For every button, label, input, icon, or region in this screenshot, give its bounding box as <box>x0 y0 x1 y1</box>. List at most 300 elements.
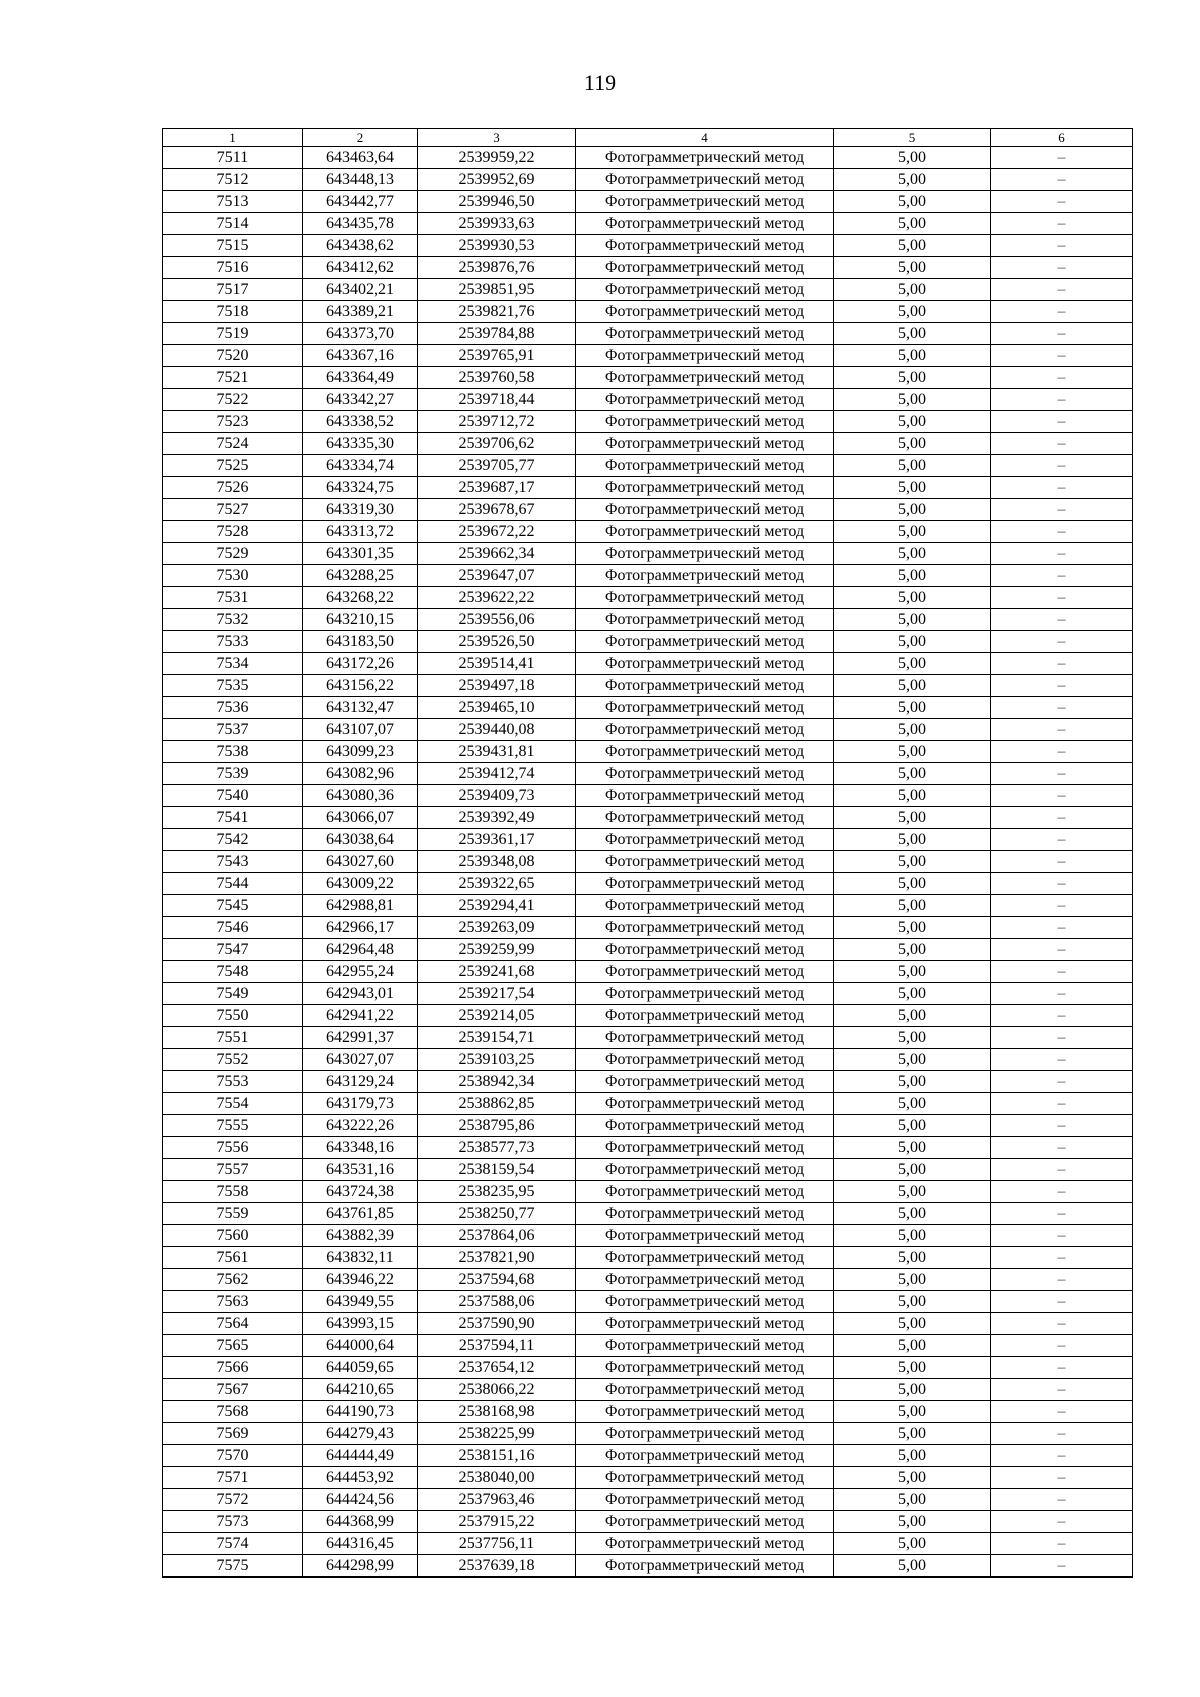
point-number-cell: 7534 <box>163 653 303 675</box>
point-number-cell: 7549 <box>163 983 303 1005</box>
point-number-cell: 7560 <box>163 1225 303 1247</box>
table-row <box>163 1093 1133 1115</box>
accuracy-cell: 5,00 <box>834 323 991 345</box>
x-coordinate-cell: 643027,07 <box>303 1049 418 1071</box>
page-number: 119 <box>583 70 617 95</box>
x-coordinate-cell: 643367,16 <box>303 345 418 367</box>
y-coordinate-cell: 2539687,17 <box>418 477 576 499</box>
point-number-cell: 7543 <box>163 851 303 873</box>
x-coordinate-cell: 643949,55 <box>303 1291 418 1313</box>
table-row <box>163 675 1133 697</box>
x-coordinate-cell: 643389,21 <box>303 301 418 323</box>
note-cell: – <box>991 1027 1133 1049</box>
method-cell: Фотограмметрический метод <box>576 477 834 499</box>
method-cell: Фотограмметрический метод <box>576 1093 834 1115</box>
table-row <box>163 1115 1133 1137</box>
point-number-cell: 7545 <box>163 895 303 917</box>
table-row <box>163 1137 1133 1159</box>
y-coordinate-cell: 2539765,91 <box>418 345 576 367</box>
point-number-cell: 7574 <box>163 1533 303 1555</box>
accuracy-cell: 5,00 <box>834 1401 991 1423</box>
point-number-cell: 7572 <box>163 1489 303 1511</box>
table-row <box>163 411 1133 433</box>
y-coordinate-cell: 2539784,88 <box>418 323 576 345</box>
note-cell: – <box>991 1225 1133 1247</box>
note-cell: – <box>991 565 1133 587</box>
y-coordinate-cell: 2539718,44 <box>418 389 576 411</box>
method-cell: Фотограмметрический метод <box>576 1049 834 1071</box>
method-cell: Фотограмметрический метод <box>576 565 834 587</box>
note-cell: – <box>991 873 1133 895</box>
table-row <box>163 257 1133 279</box>
point-number-cell: 7556 <box>163 1137 303 1159</box>
note-cell: – <box>991 1071 1133 1093</box>
x-coordinate-cell: 643324,75 <box>303 477 418 499</box>
x-coordinate-cell: 643373,70 <box>303 323 418 345</box>
x-coordinate-cell: 643442,77 <box>303 191 418 213</box>
accuracy-cell: 5,00 <box>834 1335 991 1357</box>
table-row <box>163 1511 1133 1533</box>
y-coordinate-cell: 2539348,08 <box>418 851 576 873</box>
x-coordinate-cell: 644298,99 <box>303 1555 418 1578</box>
accuracy-cell: 5,00 <box>834 1005 991 1027</box>
y-coordinate-cell: 2538862,85 <box>418 1093 576 1115</box>
y-coordinate-cell: 2539930,53 <box>418 235 576 257</box>
note-cell: – <box>991 1357 1133 1379</box>
table-row <box>163 1005 1133 1027</box>
accuracy-cell: 5,00 <box>834 741 991 763</box>
accuracy-cell: 5,00 <box>834 191 991 213</box>
y-coordinate-cell: 2539760,58 <box>418 367 576 389</box>
accuracy-cell: 5,00 <box>834 1225 991 1247</box>
note-cell: – <box>991 1137 1133 1159</box>
point-number-cell: 7530 <box>163 565 303 587</box>
table-row <box>163 301 1133 323</box>
table-body <box>163 147 1133 1578</box>
method-cell: Фотограмметрический метод <box>576 1269 834 1291</box>
note-cell: – <box>991 455 1133 477</box>
y-coordinate-cell: 2539431,81 <box>418 741 576 763</box>
note-cell: – <box>991 235 1133 257</box>
point-number-cell: 7540 <box>163 785 303 807</box>
note-cell: – <box>991 763 1133 785</box>
y-coordinate-cell: 2538168,98 <box>418 1401 576 1423</box>
method-cell: Фотограмметрический метод <box>576 213 834 235</box>
table-row <box>163 1291 1133 1313</box>
x-coordinate-cell: 642988,81 <box>303 895 418 917</box>
point-number-cell: 7553 <box>163 1071 303 1093</box>
method-cell: Фотограмметрический метод <box>576 1247 834 1269</box>
accuracy-cell: 5,00 <box>834 1291 991 1313</box>
method-cell: Фотограмметрический метод <box>576 1313 834 1335</box>
table-row <box>163 1225 1133 1247</box>
point-number-cell: 7531 <box>163 587 303 609</box>
x-coordinate-cell: 643080,36 <box>303 785 418 807</box>
method-cell: Фотограмметрический метод <box>576 301 834 323</box>
note-cell: – <box>991 741 1133 763</box>
accuracy-cell: 5,00 <box>834 587 991 609</box>
point-number-cell: 7554 <box>163 1093 303 1115</box>
table-row <box>163 455 1133 477</box>
x-coordinate-cell: 643724,38 <box>303 1181 418 1203</box>
table-row <box>163 741 1133 763</box>
accuracy-cell: 5,00 <box>834 807 991 829</box>
note-cell: – <box>991 939 1133 961</box>
y-coordinate-cell: 2539946,50 <box>418 191 576 213</box>
method-cell: Фотограмметрический метод <box>576 1379 834 1401</box>
method-cell: Фотограмметрический метод <box>576 851 834 873</box>
note-cell: – <box>991 895 1133 917</box>
accuracy-cell: 5,00 <box>834 1269 991 1291</box>
column-header-6: 6 <box>991 129 1133 147</box>
method-cell: Фотограмметрический метод <box>576 1445 834 1467</box>
accuracy-cell: 5,00 <box>834 1555 991 1578</box>
point-number-cell: 7513 <box>163 191 303 213</box>
table-row <box>163 367 1133 389</box>
note-cell: – <box>991 389 1133 411</box>
y-coordinate-cell: 2539712,72 <box>418 411 576 433</box>
point-number-cell: 7561 <box>163 1247 303 1269</box>
accuracy-cell: 5,00 <box>834 961 991 983</box>
method-cell: Фотограмметрический метод <box>576 257 834 279</box>
point-number-cell: 7539 <box>163 763 303 785</box>
column-header-1: 1 <box>163 129 303 147</box>
y-coordinate-cell: 2537864,06 <box>418 1225 576 1247</box>
point-number-cell: 7551 <box>163 1027 303 1049</box>
method-cell: Фотограмметрический метод <box>576 1533 834 1555</box>
table-row <box>163 917 1133 939</box>
y-coordinate-cell: 2539154,71 <box>418 1027 576 1049</box>
y-coordinate-cell: 2538066,22 <box>418 1379 576 1401</box>
table-row <box>163 1027 1133 1049</box>
note-cell: – <box>991 411 1133 433</box>
y-coordinate-cell: 2539662,34 <box>418 543 576 565</box>
x-coordinate-cell: 644059,65 <box>303 1357 418 1379</box>
y-coordinate-cell: 2539952,69 <box>418 169 576 191</box>
point-number-cell: 7565 <box>163 1335 303 1357</box>
accuracy-cell: 5,00 <box>834 1357 991 1379</box>
x-coordinate-cell: 643027,60 <box>303 851 418 873</box>
method-cell: Фотограмметрический метод <box>576 939 834 961</box>
note-cell: – <box>991 829 1133 851</box>
accuracy-cell: 5,00 <box>834 235 991 257</box>
table-row <box>163 829 1133 851</box>
accuracy-cell: 5,00 <box>834 1159 991 1181</box>
method-cell: Фотограмметрический метод <box>576 1467 834 1489</box>
table-header-row <box>163 129 1133 147</box>
table-row <box>163 609 1133 631</box>
table-row <box>163 543 1133 565</box>
point-number-cell: 7571 <box>163 1467 303 1489</box>
y-coordinate-cell: 2538040,00 <box>418 1467 576 1489</box>
note-cell: – <box>991 1489 1133 1511</box>
method-cell: Фотограмметрический метод <box>576 785 834 807</box>
method-cell: Фотограмметрический метод <box>576 653 834 675</box>
y-coordinate-cell: 2539263,09 <box>418 917 576 939</box>
x-coordinate-cell: 643348,16 <box>303 1137 418 1159</box>
point-number-cell: 7558 <box>163 1181 303 1203</box>
y-coordinate-cell: 2537654,12 <box>418 1357 576 1379</box>
coordinates-table <box>162 128 1133 1578</box>
note-cell: – <box>991 609 1133 631</box>
note-cell: – <box>991 1379 1133 1401</box>
note-cell: – <box>991 961 1133 983</box>
point-number-cell: 7511 <box>163 147 303 169</box>
table-row <box>163 147 1133 169</box>
accuracy-cell: 5,00 <box>834 785 991 807</box>
note-cell: – <box>991 213 1133 235</box>
accuracy-cell: 5,00 <box>834 213 991 235</box>
accuracy-cell: 5,00 <box>834 1379 991 1401</box>
table-row <box>163 235 1133 257</box>
column-header-3: 3 <box>418 129 576 147</box>
x-coordinate-cell: 643313,72 <box>303 521 418 543</box>
accuracy-cell: 5,00 <box>834 873 991 895</box>
note-cell: – <box>991 1445 1133 1467</box>
x-coordinate-cell: 642955,24 <box>303 961 418 983</box>
x-coordinate-cell: 643066,07 <box>303 807 418 829</box>
y-coordinate-cell: 2539556,06 <box>418 609 576 631</box>
note-cell: – <box>991 1093 1133 1115</box>
point-number-cell: 7514 <box>163 213 303 235</box>
x-coordinate-cell: 642941,22 <box>303 1005 418 1027</box>
note-cell: – <box>991 301 1133 323</box>
table-row <box>163 1313 1133 1335</box>
table-row <box>163 1269 1133 1291</box>
y-coordinate-cell: 2539294,41 <box>418 895 576 917</box>
note-cell: – <box>991 917 1133 939</box>
accuracy-cell: 5,00 <box>834 1093 991 1115</box>
note-cell: – <box>991 587 1133 609</box>
table-row <box>163 895 1133 917</box>
accuracy-cell: 5,00 <box>834 1137 991 1159</box>
note-cell: – <box>991 1291 1133 1313</box>
x-coordinate-cell: 644190,73 <box>303 1401 418 1423</box>
note-cell: – <box>991 719 1133 741</box>
y-coordinate-cell: 2539259,99 <box>418 939 576 961</box>
y-coordinate-cell: 2539361,17 <box>418 829 576 851</box>
y-coordinate-cell: 2537594,68 <box>418 1269 576 1291</box>
table-row <box>163 477 1133 499</box>
y-coordinate-cell: 2539705,77 <box>418 455 576 477</box>
note-cell: – <box>991 1467 1133 1489</box>
method-cell: Фотограмметрический метод <box>576 1115 834 1137</box>
table-row <box>163 1335 1133 1357</box>
accuracy-cell: 5,00 <box>834 565 991 587</box>
x-coordinate-cell: 643946,22 <box>303 1269 418 1291</box>
point-number-cell: 7528 <box>163 521 303 543</box>
y-coordinate-cell: 2538235,95 <box>418 1181 576 1203</box>
y-coordinate-cell: 2539412,74 <box>418 763 576 785</box>
x-coordinate-cell: 643210,15 <box>303 609 418 631</box>
x-coordinate-cell: 643993,15 <box>303 1313 418 1335</box>
table-row <box>163 1401 1133 1423</box>
accuracy-cell: 5,00 <box>834 455 991 477</box>
point-number-cell: 7538 <box>163 741 303 763</box>
table-row <box>163 1533 1133 1555</box>
point-number-cell: 7564 <box>163 1313 303 1335</box>
method-cell: Фотограмметрический метод <box>576 543 834 565</box>
accuracy-cell: 5,00 <box>834 851 991 873</box>
x-coordinate-cell: 644444,49 <box>303 1445 418 1467</box>
note-cell: – <box>991 653 1133 675</box>
x-coordinate-cell: 643761,85 <box>303 1203 418 1225</box>
table-row <box>163 1203 1133 1225</box>
point-number-cell: 7512 <box>163 169 303 191</box>
x-coordinate-cell: 643268,22 <box>303 587 418 609</box>
point-number-cell: 7521 <box>163 367 303 389</box>
x-coordinate-cell: 644424,56 <box>303 1489 418 1511</box>
point-number-cell: 7527 <box>163 499 303 521</box>
point-number-cell: 7542 <box>163 829 303 851</box>
note-cell: – <box>991 1401 1133 1423</box>
x-coordinate-cell: 643531,16 <box>303 1159 418 1181</box>
note-cell: – <box>991 1269 1133 1291</box>
note-cell: – <box>991 1181 1133 1203</box>
table-row <box>163 279 1133 301</box>
table-row <box>163 1379 1133 1401</box>
note-cell: – <box>991 257 1133 279</box>
point-number-cell: 7522 <box>163 389 303 411</box>
method-cell: Фотограмметрический метод <box>576 763 834 785</box>
x-coordinate-cell: 643132,47 <box>303 697 418 719</box>
accuracy-cell: 5,00 <box>834 675 991 697</box>
point-number-cell: 7575 <box>163 1555 303 1578</box>
y-coordinate-cell: 2539465,10 <box>418 697 576 719</box>
table-row <box>163 697 1133 719</box>
note-cell: – <box>991 477 1133 499</box>
table-row <box>163 1049 1133 1071</box>
column-header-2: 2 <box>303 129 418 147</box>
point-number-cell: 7569 <box>163 1423 303 1445</box>
note-cell: – <box>991 1511 1133 1533</box>
point-number-cell: 7547 <box>163 939 303 961</box>
method-cell: Фотограмметрический метод <box>576 1027 834 1049</box>
x-coordinate-cell: 643335,30 <box>303 433 418 455</box>
accuracy-cell: 5,00 <box>834 499 991 521</box>
note-cell: – <box>991 1313 1133 1335</box>
y-coordinate-cell: 2538577,73 <box>418 1137 576 1159</box>
x-coordinate-cell: 644453,92 <box>303 1467 418 1489</box>
table-row <box>163 433 1133 455</box>
note-cell: – <box>991 1555 1133 1578</box>
point-number-cell: 7526 <box>163 477 303 499</box>
point-number-cell: 7563 <box>163 1291 303 1313</box>
y-coordinate-cell: 2537915,22 <box>418 1511 576 1533</box>
accuracy-cell: 5,00 <box>834 1115 991 1137</box>
y-coordinate-cell: 2538250,77 <box>418 1203 576 1225</box>
x-coordinate-cell: 642964,48 <box>303 939 418 961</box>
table-row <box>163 1467 1133 1489</box>
note-cell: – <box>991 433 1133 455</box>
method-cell: Фотограмметрический метод <box>576 1225 834 1247</box>
note-cell: – <box>991 499 1133 521</box>
y-coordinate-cell: 2539214,05 <box>418 1005 576 1027</box>
point-number-cell: 7546 <box>163 917 303 939</box>
table-row <box>163 389 1133 411</box>
method-cell: Фотограмметрический метод <box>576 631 834 653</box>
x-coordinate-cell: 643009,22 <box>303 873 418 895</box>
table-row <box>163 1445 1133 1467</box>
point-number-cell: 7520 <box>163 345 303 367</box>
accuracy-cell: 5,00 <box>834 983 991 1005</box>
accuracy-cell: 5,00 <box>834 719 991 741</box>
method-cell: Фотограмметрический метод <box>576 499 834 521</box>
y-coordinate-cell: 2538159,54 <box>418 1159 576 1181</box>
x-coordinate-cell: 643288,25 <box>303 565 418 587</box>
accuracy-cell: 5,00 <box>834 1203 991 1225</box>
table-row <box>163 939 1133 961</box>
accuracy-cell: 5,00 <box>834 939 991 961</box>
note-cell: – <box>991 1005 1133 1027</box>
accuracy-cell: 5,00 <box>834 609 991 631</box>
y-coordinate-cell: 2537639,18 <box>418 1555 576 1578</box>
y-coordinate-cell: 2537588,06 <box>418 1291 576 1313</box>
y-coordinate-cell: 2539647,07 <box>418 565 576 587</box>
method-cell: Фотограмметрический метод <box>576 741 834 763</box>
x-coordinate-cell: 643364,49 <box>303 367 418 389</box>
x-coordinate-cell: 643402,21 <box>303 279 418 301</box>
x-coordinate-cell: 643099,23 <box>303 741 418 763</box>
note-cell: – <box>991 169 1133 191</box>
table-row <box>163 763 1133 785</box>
point-number-cell: 7548 <box>163 961 303 983</box>
note-cell: – <box>991 1533 1133 1555</box>
method-cell: Фотограмметрический метод <box>576 279 834 301</box>
point-number-cell: 7523 <box>163 411 303 433</box>
x-coordinate-cell: 643179,73 <box>303 1093 418 1115</box>
note-cell: – <box>991 851 1133 873</box>
note-cell: – <box>991 543 1133 565</box>
x-coordinate-cell: 644000,64 <box>303 1335 418 1357</box>
y-coordinate-cell: 2539851,95 <box>418 279 576 301</box>
y-coordinate-cell: 2539409,73 <box>418 785 576 807</box>
point-number-cell: 7529 <box>163 543 303 565</box>
x-coordinate-cell: 643338,52 <box>303 411 418 433</box>
note-cell: – <box>991 279 1133 301</box>
method-cell: Фотограмметрический метод <box>576 147 834 169</box>
x-coordinate-cell: 643301,35 <box>303 543 418 565</box>
accuracy-cell: 5,00 <box>834 169 991 191</box>
x-coordinate-cell: 643435,78 <box>303 213 418 235</box>
note-cell: – <box>991 1247 1133 1269</box>
point-number-cell: 7544 <box>163 873 303 895</box>
accuracy-cell: 5,00 <box>834 1489 991 1511</box>
y-coordinate-cell: 2537594,11 <box>418 1335 576 1357</box>
x-coordinate-cell: 643832,11 <box>303 1247 418 1269</box>
y-coordinate-cell: 2539622,22 <box>418 587 576 609</box>
y-coordinate-cell: 2539959,22 <box>418 147 576 169</box>
x-coordinate-cell: 643448,13 <box>303 169 418 191</box>
x-coordinate-cell: 642966,17 <box>303 917 418 939</box>
method-cell: Фотограмметрический метод <box>576 433 834 455</box>
note-cell: – <box>991 323 1133 345</box>
point-number-cell: 7555 <box>163 1115 303 1137</box>
note-cell: – <box>991 785 1133 807</box>
method-cell: Фотограмметрический метод <box>576 1357 834 1379</box>
note-cell: – <box>991 1203 1133 1225</box>
point-number-cell: 7559 <box>163 1203 303 1225</box>
accuracy-cell: 5,00 <box>834 763 991 785</box>
x-coordinate-cell: 643438,62 <box>303 235 418 257</box>
y-coordinate-cell: 2539706,62 <box>418 433 576 455</box>
note-cell: – <box>991 1049 1133 1071</box>
note-cell: – <box>991 1115 1133 1137</box>
point-number-cell: 7562 <box>163 1269 303 1291</box>
method-cell: Фотограмметрический метод <box>576 1335 834 1357</box>
accuracy-cell: 5,00 <box>834 1049 991 1071</box>
point-number-cell: 7541 <box>163 807 303 829</box>
